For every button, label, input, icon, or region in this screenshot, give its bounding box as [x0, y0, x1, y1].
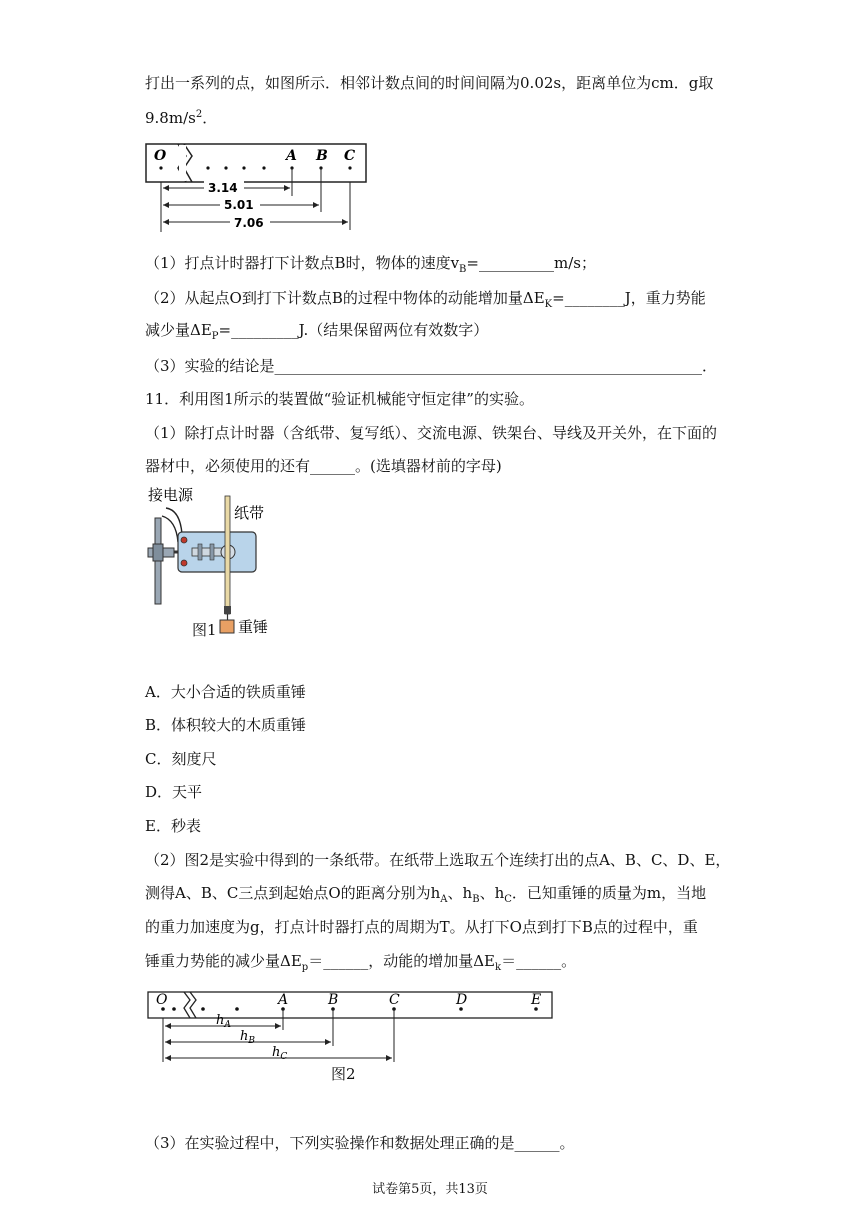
tape1-label-B: B	[316, 148, 328, 164]
tape2-label-hB: $h_B$	[240, 1029, 255, 1046]
figure1-caption: 图1	[192, 621, 217, 639]
option-c: C．刻度尺	[145, 750, 217, 768]
option-d: D．天平	[145, 783, 203, 801]
option-e: E．秒表	[145, 817, 201, 835]
q10-part3: （3）实验的结论是_________________________________________________________．	[145, 357, 718, 375]
option-a: A．大小合适的铁质重锤	[145, 683, 306, 701]
q10-part2-line1: （2）从起点O到打下计数点B的过程中物体的动能增加量$\Delta E_K=\_\_\_\_\_\_\_\_J$，重力势能	[145, 289, 706, 310]
tape1-measure-3: 7.06	[234, 216, 264, 230]
intro-line2: $9.8m/s^2$．	[145, 109, 218, 127]
q10-part2-line2: 减少量$\Delta E_P=\_\_\_\_\_\_\_\_\_J$.（结果保留两位有效数字）	[145, 321, 489, 342]
tape2-label-D: D	[456, 992, 468, 1008]
tape2-label-O: O	[156, 992, 168, 1008]
tape2-label-E: E	[531, 992, 542, 1008]
tape1-dots	[159, 166, 351, 169]
q11-part2-line4: 锤重力势能的减少量$\Delta E_p=\_\_\_\_\_\_$，动能的增加量$\Delta E_k=\_\_\_\_\_\_$。	[145, 952, 577, 973]
tape2-label-A: A	[278, 992, 289, 1008]
tape2-label-hA: $h_A$	[216, 1013, 231, 1030]
q11-part2-line3: 的重力加速度为g，打点计时器打点的周期为T。从打下O点到打下B点的过程中，重	[145, 918, 698, 936]
q11-part3: （3）在实验过程中，下列实验操作和数据处理正确的是______。	[145, 1134, 575, 1152]
q11-part1-line1: （1）除打点计时器（含纸带、复写纸）、交流电源、铁架台、导线及开关外，在下面的	[145, 424, 718, 442]
tape2-label-C: C	[389, 992, 400, 1008]
label-weight: 重锤	[238, 618, 269, 636]
q11-part2-line2: 测得A、B、C三点到起始点O的距离分别为$h_A$、$h_B$、$h_C$．已知重锤的质量为m，当地	[145, 884, 707, 905]
page-footer: 试卷第5页，共13页	[372, 1182, 488, 1197]
tape1-measure-2: 5.01	[224, 198, 254, 212]
tape1-measure-1: 3.14	[208, 181, 238, 195]
tape-figure-1	[140, 140, 380, 236]
label-power-supply: 接电源	[148, 486, 194, 504]
q10-part1: （1）打点计时器打下计数点B时，物体的速度$v_B=\_\_\_\_\_\_\_\_\_\_m/s$；	[145, 254, 596, 275]
tape2-label-hC: $h_C$	[272, 1045, 288, 1062]
tape1-label-O: O	[154, 148, 167, 164]
option-b: B．体积较大的木质重锤	[145, 716, 307, 734]
tape1-label-A: A	[286, 148, 297, 164]
tape2-label-B: B	[328, 992, 339, 1008]
q11-title: 11．利用图1所示的装置做“验证机械能守恒定律”的实验。	[145, 390, 534, 408]
tape1-label-C: C	[344, 148, 356, 164]
tape-figure-2	[140, 986, 560, 1064]
intro-line1: 打出一系列的点，如图所示．相邻计数点间的时间间隔为0.02s，距离单位为cm．g取	[145, 74, 714, 92]
q11-part1-line2: 器材中，必须使用的还有______。(选填器材前的字母)	[145, 457, 502, 475]
label-paper-tape: 纸带	[234, 504, 265, 522]
figure2-caption: 图2	[331, 1065, 356, 1083]
q11-part2-line1: （2）图2是实验中得到的一条纸带。在纸带上选取五个连续打出的点A、B、C、D、E，	[145, 851, 731, 869]
